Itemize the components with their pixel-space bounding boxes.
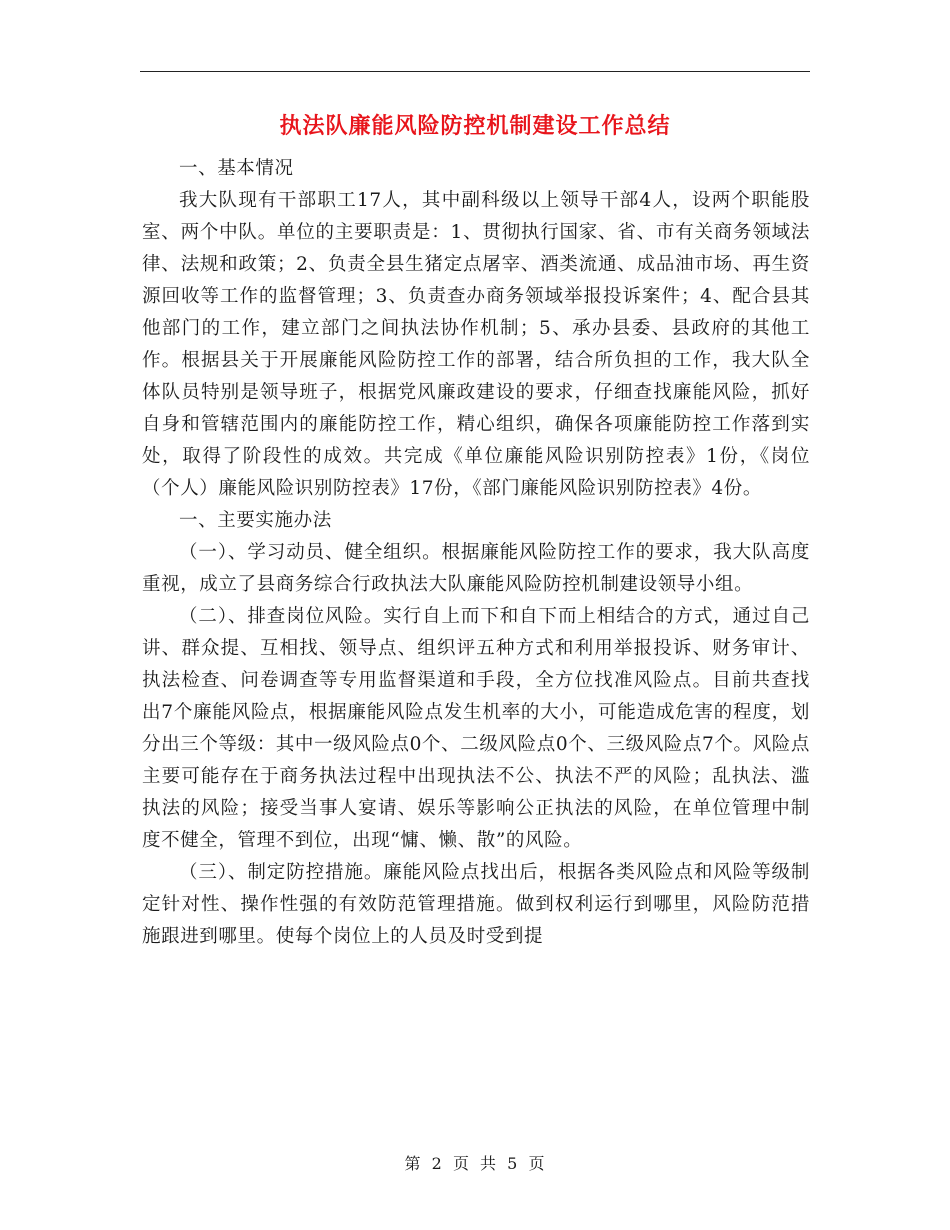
paragraph: （二）、排查岗位风险。实行自上而下和自下而上相结合的方式，通过自己讲、群众提、互相找、领导点、组织评五种方式和利用举报投诉、财务审计、执法检查、问卷调查等专用监督渠道和手段，全方位找准风险点。目前共查找出7个廉能风险点，根据廉能风险点发生机率的大小，可能造成危害的程度，划分出三个等级：其中一级风险点0个、二级风险点0个、三级风险点7个。风险点主要可能存在于商务执法过程中出现执法不公、执法不严的风险；乱执法、滥执法的风险；接受当事人宴请、娱乐等影响公正执法的风险，在单位管理中制度不健全，管理不到位，出现“慵、懒、散”的风险。: [142, 606, 810, 851]
footer-total-unit: 页: [528, 1154, 546, 1173]
document-title: 执法队廉能风险防控机制建设工作总结: [279, 114, 671, 139]
section-heading-measures: 一、主要实施办法: [179, 510, 332, 531]
footer-page-unit: 页: [452, 1154, 470, 1173]
paragraph: 我大队现有干部职工17人，其中副科级以上领导干部4人，设两个职能股室、两个中队。单位的主要职责是：1、贯彻执行国家、省、市有关商务领域法律、法规和政策；2、负责全县生猪定点屠宰、酒类流通、成品油市场、再生资源回收等工作的监督管理；3、负责查办商务领域举报投诉案件；4、配合县其他部门的工作，建立部门之间执法协作机制；5、承办县委、县政府的其他工作。根据县关于开展廉能风险防控工作的部署，结合所负担的工作，我大队全体队员特别是领导班子，根据党风廉政建设的要求，仔细查找廉能风险，抓好自身和管辖范围内的廉能防控工作，精心组织，确保各项廉能防控工作落到实处，取得了阶段性的成效。共完成《单位廉能风险识别防控表》1份，《岗位（个人）廉能风险识别防控表》17份，《部门廉能风险识别防控表》4份。: [142, 190, 810, 499]
footer-page-number: 2: [431, 1154, 443, 1173]
footer-total-pages: 5: [507, 1154, 519, 1173]
footer-prefix: 第: [404, 1154, 422, 1173]
document-body: [142, 153, 810, 953]
section-heading-basic: 一、基本情况: [179, 158, 294, 179]
header-rule: [140, 71, 810, 72]
paragraph: （一）、学习动员、健全组织。根据廉能风险防控工作的要求，我大队高度重视，成立了县商务综合行政执法大队廉能风险防控机制建设领导小组。: [142, 542, 810, 595]
paragraph: （三）、制定防控措施。廉能风险点找出后，根据各类风险点和风险等级制定针对性、操作性强的有效防范管理措施。做到权利运行到哪里，风险防范措施跟进到哪里。使每个岗位上的人员及时受到提: [142, 862, 810, 947]
footer-total-prefix: 共: [480, 1154, 498, 1173]
page-footer: [0, 1152, 950, 1176]
